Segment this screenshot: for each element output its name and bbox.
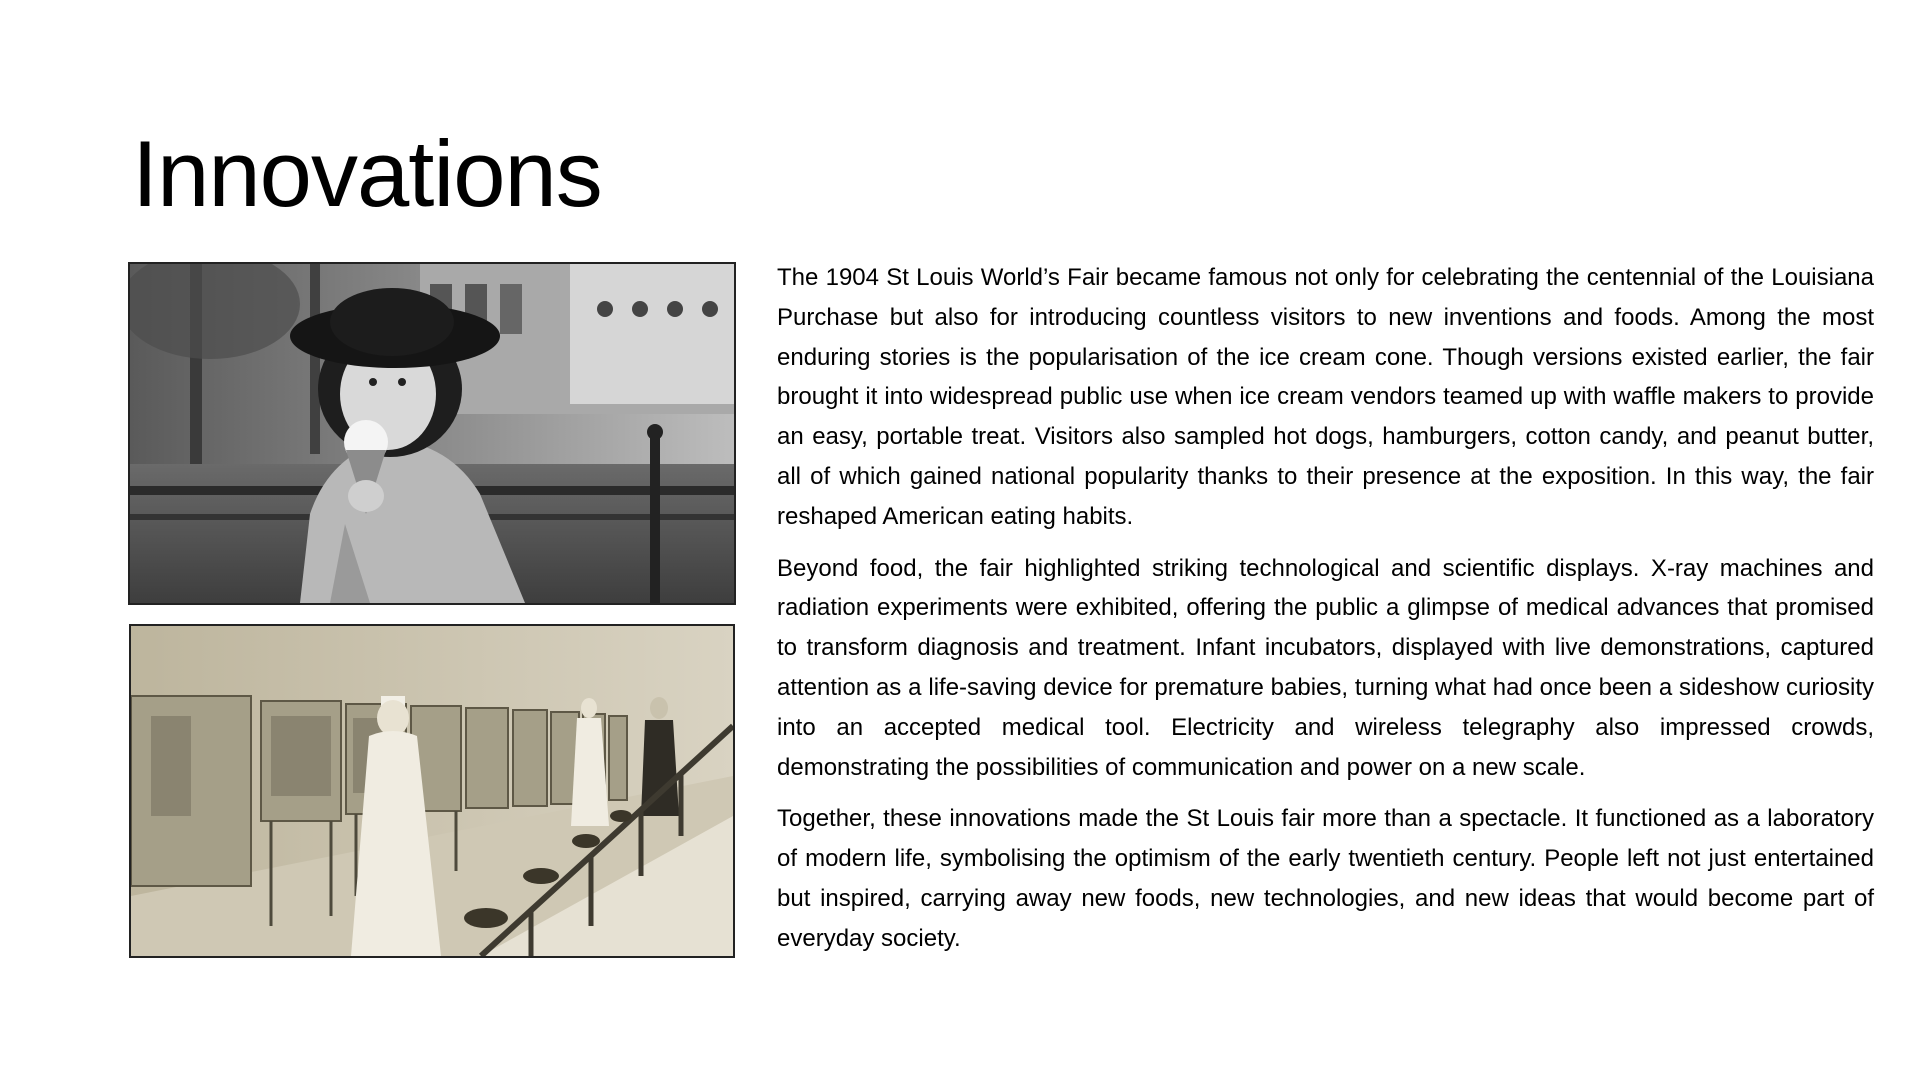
incubator-exhibit-photo [129,624,735,958]
body-text [777,258,1874,971]
paragraph-technology: Beyond food, the fair highlighted striking technological and scientific displays. X-ray machines and radiation experiments were exhibited, offering the public a glimpse of medical advances that promised to transform diagnosis and treatment. Infant incubators, displayed with live demonstrations, captured attention as a life-saving device for premature babies, turning what had once been a sideshow curiosity into an accepted medical tool. Electricity and wireless telegraphy also impressed crowds, demonstrating the possibilities of communication and power on a new scale. [777,554,1874,781]
ice-cream-girl-photo [128,262,736,605]
paragraph-food: The 1904 St Louis World’s Fair became famous not only for celebrating the centennial of the Louisiana Purchase but also for introducing countless visitors to new inventions and foods. Among the most enduring stories is the popularisation of the ice cream cone. Though versions existed earlier, the fair brought it into widespread public use when ice cream vendors teamed up with waffle makers to provide an easy, portable treat. Visitors also sampled hot dogs, hamburgers, cotton candy, and peanut butter, all of which gained national popularity thanks to their presence at the exposition. In this way, the fair reshaped American eating habits. [777,264,1874,530]
paragraph-conclusion: Together, these innovations made the St Louis fair more than a spectacle. It functioned as a laboratory of modern life, symbolising the optimism of the early twentieth century. People left not just entertained but inspired, carrying away new foods, new technologies, and new ideas that would become part of everyday society. [777,805,1874,952]
slide-title: Innovations [132,121,602,226]
